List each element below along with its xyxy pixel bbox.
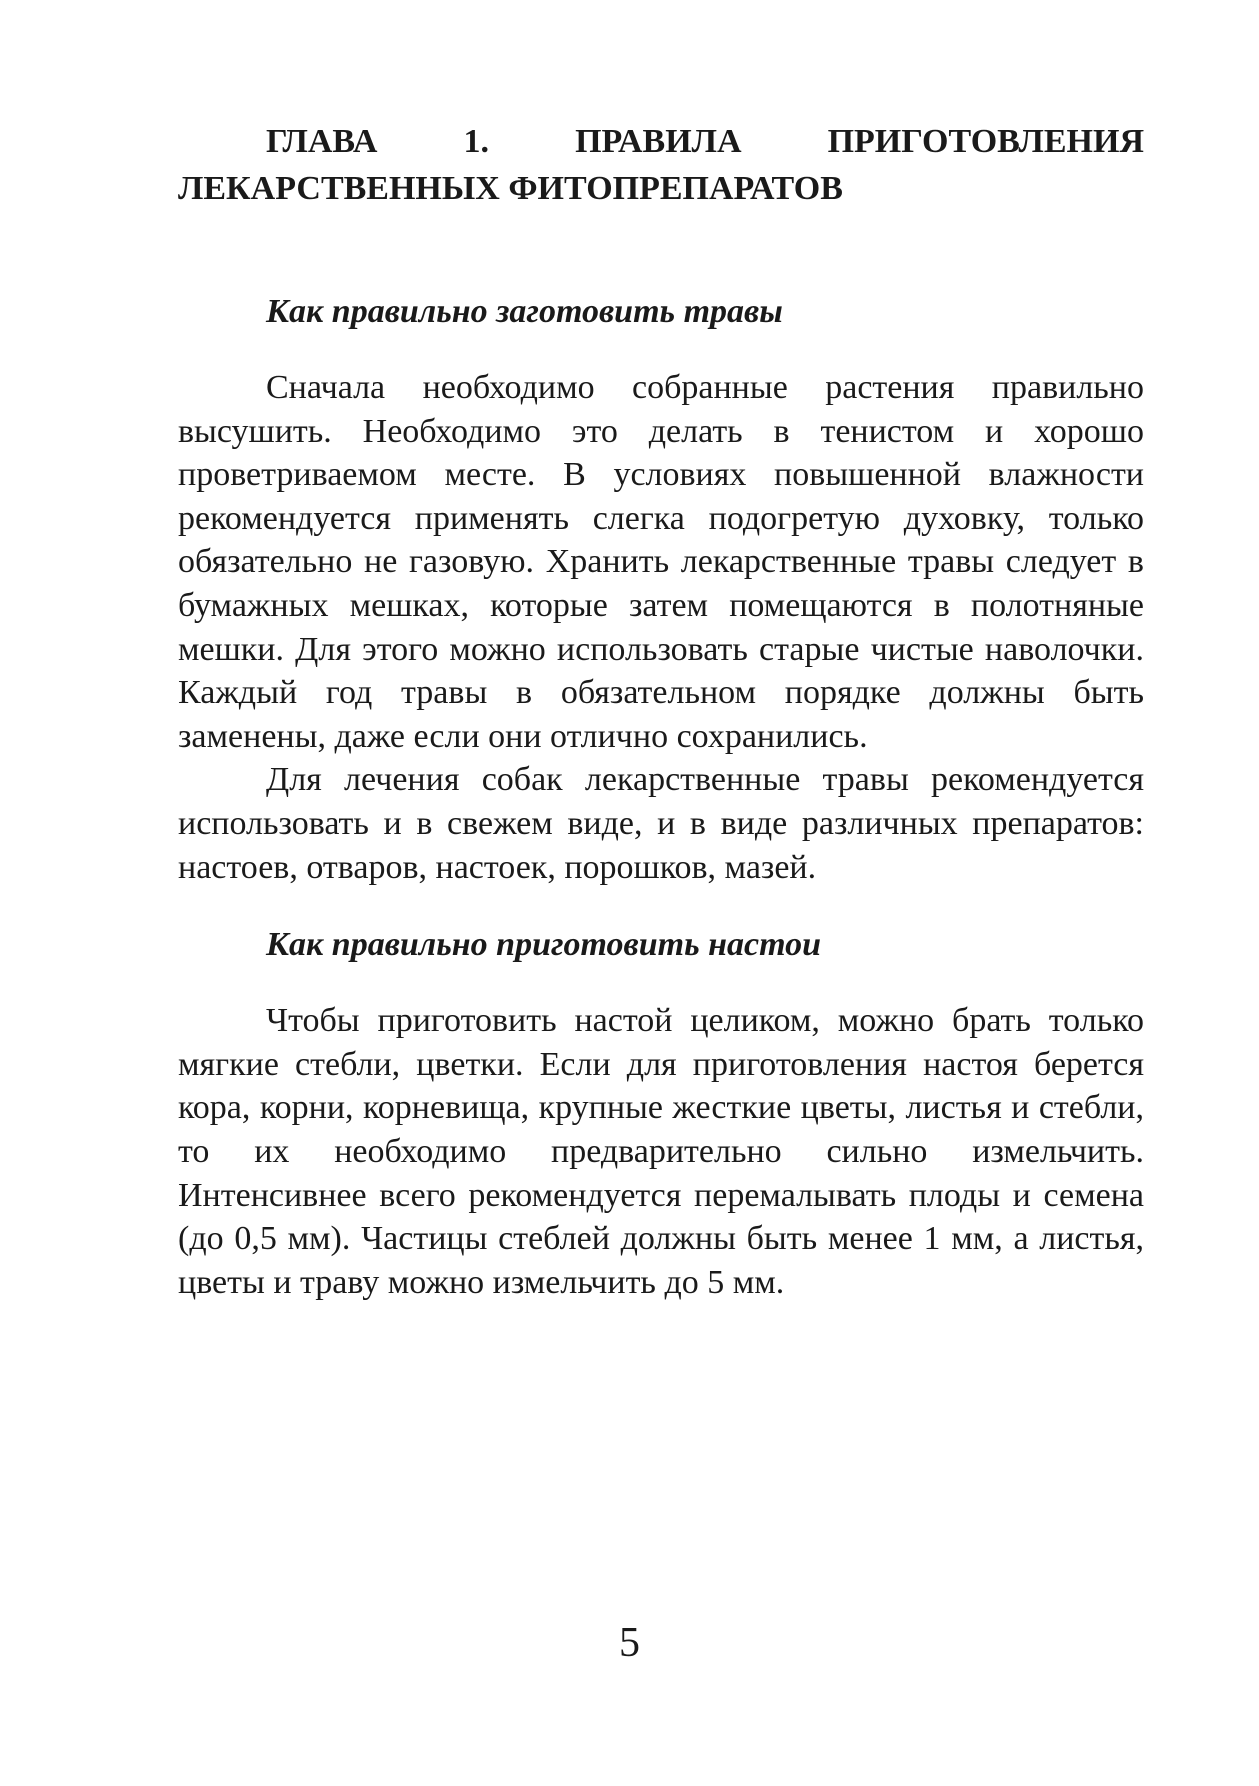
section-heading-herbs: Как правильно заготовить травы bbox=[266, 293, 783, 330]
page-content bbox=[178, 118, 1144, 1304]
chapter-title-line-1: ГЛАВА 1. ПРАВИЛА ПРИГОТОВЛЕНИЯ bbox=[266, 123, 1144, 160]
page-number: 5 bbox=[619, 1620, 640, 1666]
chapter-title bbox=[178, 118, 1144, 212]
paragraph-drying: Сначала необходимо собранные растения правильно высушить. Необходимо это делать в тенистом и хорошо проветриваемом месте. В условиях повышенной влажности рекомендуется применять слегка подогретую духовку, только обязательно не газовую. Хранить лекарственные травы следует в бумажных мешках, которые затем помещаются в полотняные мешки. Для этого можно использовать старые чистые наволочки. Каждый год травы в обязательном порядке должны быть заменены, даже если они отлично сохранились. bbox=[178, 369, 1144, 755]
paragraph-usage: Для лечения собак лекарственные травы рекомендуется использовать и в свежем виде, и в виде различных препаратов: настоев, отваров, настоек, порошков, мазей. bbox=[178, 761, 1144, 886]
section-heading-infusions: Как правильно приготовить настои bbox=[266, 926, 821, 964]
paragraph-infusion: Чтобы приготовить настой целиком, можно брать только мягкие стебли, цветки. Если для приготовления настоя берется кора, корни, корневища, крупные жесткие цветы, листья и стебли, то их необходимо предварительно сильно измельчить. Интенсивнее всего рекомендуется перемалывать плоды и семена (до 0,5 мм). Частицы стеблей должны быть менее 1 мм, а листья, цветы и траву можно измельчить до 5 мм. bbox=[178, 1002, 1144, 1301]
chapter-title-line-2: ЛЕКАРСТВЕННЫХ ФИТОПРЕПАРАТОВ bbox=[178, 170, 843, 207]
